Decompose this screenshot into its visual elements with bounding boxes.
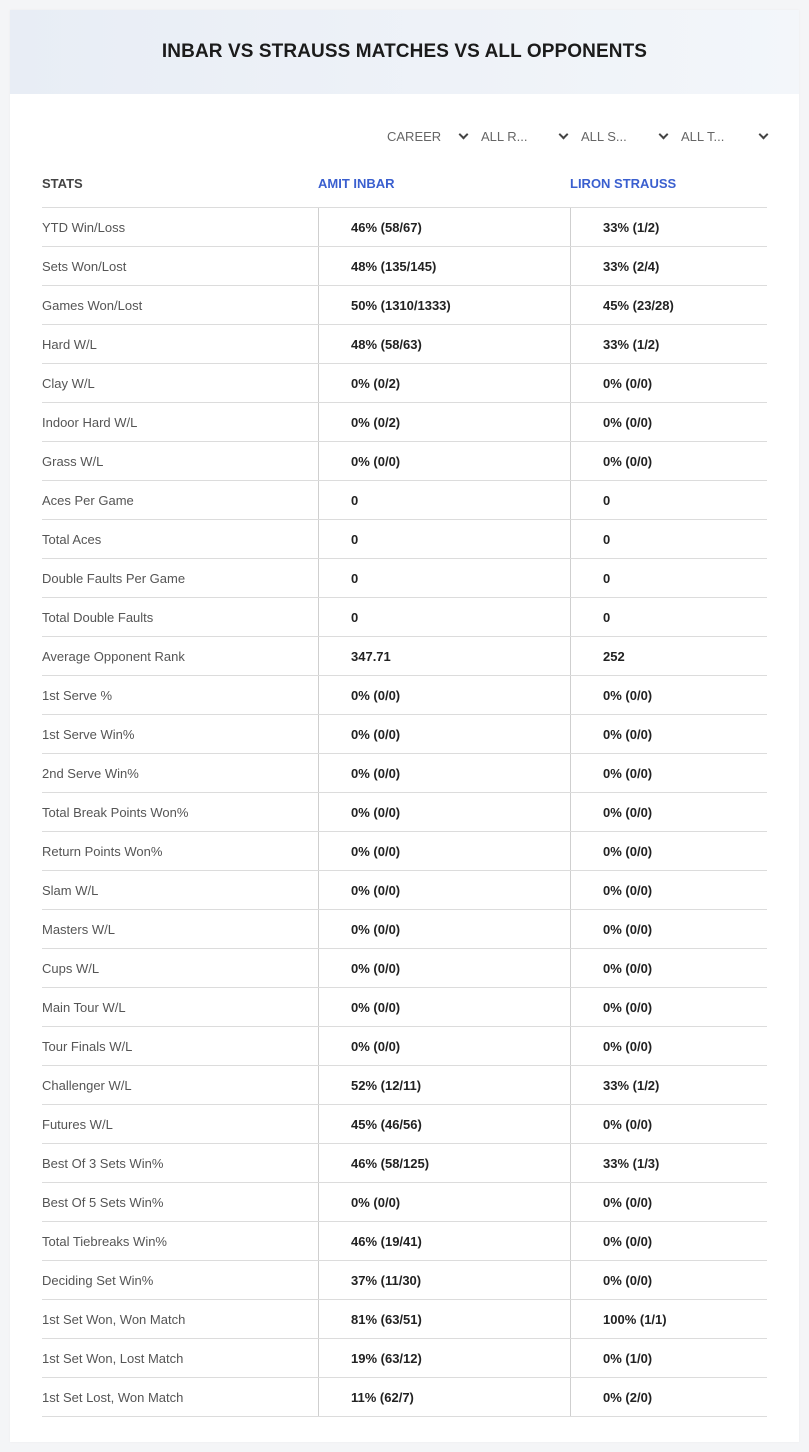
stat-label: Best Of 3 Sets Win% (42, 1155, 164, 1171)
player2-value: 0% (0/0) (570, 793, 767, 831)
stat-label: Best Of 5 Sets Win% (42, 1194, 164, 1210)
chevron-down-icon (459, 129, 469, 139)
table-row (42, 403, 767, 442)
player1-value: 0% (0/0) (318, 1027, 570, 1065)
player1-value: 11% (62/7) (318, 1378, 570, 1416)
player2-value: 0 (570, 598, 767, 636)
table-row (42, 286, 767, 325)
table-row (42, 442, 767, 481)
stat-label: Clay W/L (42, 375, 95, 391)
player2-value: 0% (1/0) (570, 1339, 767, 1377)
filter-label: CAREER (387, 128, 442, 144)
table-row (42, 715, 767, 754)
player2-value: 0% (0/0) (570, 1261, 767, 1299)
stat-label: Total Break Points Won% (42, 804, 189, 820)
player1-value: 0% (0/0) (318, 832, 570, 870)
table-row (42, 325, 767, 364)
player2-value: 0% (0/0) (570, 676, 767, 714)
table-row (42, 949, 767, 988)
player2-value: 0 (570, 520, 767, 558)
player1-value: 37% (11/30) (318, 1261, 570, 1299)
stat-label: 1st Set Won, Lost Match (42, 1350, 184, 1366)
player2-value: 0% (0/0) (570, 910, 767, 948)
player2-name-link[interactable]: LIRON STRAUSS (570, 176, 677, 191)
filter-round-dropdown[interactable] (481, 126, 567, 146)
table-row (42, 871, 767, 910)
table-row (42, 559, 767, 598)
table-row (42, 832, 767, 871)
player1-value: 45% (46/56) (318, 1105, 570, 1143)
player1-value: 0% (0/2) (318, 403, 570, 441)
table-row (42, 676, 767, 715)
player2-value: 33% (1/2) (570, 208, 767, 246)
player1-value: 50% (1310/1333) (318, 286, 570, 324)
player2-value: 33% (2/4) (570, 247, 767, 285)
stat-label: Aces Per Game (42, 492, 134, 508)
table-row (42, 1339, 767, 1378)
player2-value: 0 (570, 559, 767, 597)
player1-name-link[interactable]: AMIT INBAR (318, 176, 395, 191)
stat-label: YTD Win/Loss (42, 219, 126, 235)
table-row (42, 598, 767, 637)
page-title: INBAR VS STRAUSS MATCHES VS ALL OPPONENTS (161, 41, 648, 62)
player1-value: 48% (135/145) (318, 247, 570, 285)
table-row (42, 520, 767, 559)
stats-card (10, 10, 799, 1442)
filter-label: ALL T... (681, 128, 725, 144)
stat-label: 2nd Serve Win% (42, 765, 139, 781)
table-row (42, 1105, 767, 1144)
player2-value: 0% (0/0) (570, 364, 767, 402)
player2-value: 33% (1/2) (570, 325, 767, 363)
player2-value: 0% (0/0) (570, 1222, 767, 1260)
table-row (42, 910, 767, 949)
stats-table (42, 160, 767, 1417)
player1-value: 46% (58/125) (318, 1144, 570, 1182)
table-row (42, 364, 767, 403)
stat-label: Total Aces (42, 531, 102, 547)
player2-value: 0% (0/0) (570, 754, 767, 792)
player1-value: 0% (0/0) (318, 988, 570, 1026)
player1-value: 0% (0/0) (318, 442, 570, 480)
chevron-down-icon (759, 129, 769, 139)
player2-value: 100% (1/1) (570, 1300, 767, 1338)
stat-label: Indoor Hard W/L (42, 414, 138, 430)
stat-label: 1st Serve Win% (42, 726, 135, 742)
chevron-down-icon (659, 129, 669, 139)
player2-value: 0% (0/0) (570, 403, 767, 441)
player1-value: 46% (19/41) (318, 1222, 570, 1260)
player1-value: 347.71 (318, 637, 570, 675)
player2-value: 252 (570, 637, 767, 675)
table-row (42, 208, 767, 247)
table-row (42, 1261, 767, 1300)
player2-value: 0% (0/0) (570, 1105, 767, 1143)
player2-value: 33% (1/3) (570, 1144, 767, 1182)
table-row (42, 481, 767, 520)
table-header (42, 160, 767, 208)
player2-value: 0% (0/0) (570, 949, 767, 987)
player2-value: 0% (0/0) (570, 871, 767, 909)
player1-value: 0% (0/0) (318, 949, 570, 987)
table-row (42, 1027, 767, 1066)
player1-value: 0% (0/0) (318, 910, 570, 948)
column-header-stats: STATS (42, 176, 83, 191)
player2-value: 0% (0/0) (570, 1183, 767, 1221)
player2-value: 45% (23/28) (570, 286, 767, 324)
table-body (42, 208, 767, 1417)
player2-value: 0% (0/0) (570, 832, 767, 870)
stat-label: Challenger W/L (42, 1077, 132, 1093)
table-row (42, 793, 767, 832)
table-row (42, 1183, 767, 1222)
table-row (42, 1378, 767, 1417)
stat-label: Sets Won/Lost (42, 258, 127, 274)
filter-tournament-dropdown[interactable] (681, 126, 767, 146)
table-row (42, 1066, 767, 1105)
player2-value: 33% (1/2) (570, 1066, 767, 1104)
stat-label: Cups W/L (42, 960, 100, 976)
stat-label: Hard W/L (42, 336, 97, 352)
stat-label: Games Won/Lost (42, 297, 143, 313)
player2-value: 0% (0/0) (570, 715, 767, 753)
table-row (42, 988, 767, 1027)
stat-label: Return Points Won% (42, 843, 163, 859)
stat-label: Total Tiebreaks Win% (42, 1233, 167, 1249)
stat-label: 1st Set Lost, Won Match (42, 1389, 184, 1405)
filter-surface-dropdown[interactable] (581, 126, 667, 146)
player2-value: 0% (0/0) (570, 988, 767, 1026)
card-header (10, 10, 799, 94)
chevron-down-icon (559, 129, 569, 139)
player1-value: 0% (0/2) (318, 364, 570, 402)
table-row (42, 754, 767, 793)
player1-value: 0 (318, 598, 570, 636)
stat-label: Average Opponent Rank (42, 648, 185, 664)
filter-career-dropdown[interactable] (387, 126, 467, 146)
player1-value: 19% (63/12) (318, 1339, 570, 1377)
stat-label: Masters W/L (42, 921, 115, 937)
player1-value: 0 (318, 481, 570, 519)
player2-value: 0% (0/0) (570, 1027, 767, 1065)
table-row (42, 247, 767, 286)
stat-label: Total Double Faults (42, 609, 154, 625)
stat-label: Grass W/L (42, 453, 104, 469)
player1-value: 0% (0/0) (318, 1183, 570, 1221)
player1-value: 0% (0/0) (318, 871, 570, 909)
table-row (42, 1300, 767, 1339)
table-row (42, 1222, 767, 1261)
player1-value: 0% (0/0) (318, 754, 570, 792)
filter-label: ALL R... (481, 128, 528, 144)
filter-label: ALL S... (581, 128, 627, 144)
stat-label: Main Tour W/L (42, 999, 126, 1015)
player1-value: 81% (63/51) (318, 1300, 570, 1338)
player1-value: 0% (0/0) (318, 676, 570, 714)
table-row (42, 637, 767, 676)
player1-value: 0 (318, 520, 570, 558)
stat-label: Double Faults Per Game (42, 570, 186, 586)
stat-label: Slam W/L (42, 882, 99, 898)
player2-value: 0 (570, 481, 767, 519)
filter-bar (373, 126, 767, 146)
stat-label: 1st Serve % (42, 687, 113, 703)
stat-label: Tour Finals W/L (42, 1038, 133, 1054)
player1-value: 52% (12/11) (318, 1066, 570, 1104)
player2-value: 0% (2/0) (570, 1378, 767, 1416)
table-row (42, 1144, 767, 1183)
player1-value: 0% (0/0) (318, 715, 570, 753)
player1-value: 0% (0/0) (318, 793, 570, 831)
player1-value: 0 (318, 559, 570, 597)
player2-value: 0% (0/0) (570, 442, 767, 480)
player1-value: 48% (58/63) (318, 325, 570, 363)
stat-label: Futures W/L (42, 1116, 113, 1132)
player1-value: 46% (58/67) (318, 208, 570, 246)
stat-label: Deciding Set Win% (42, 1272, 154, 1288)
stat-label: 1st Set Won, Won Match (42, 1311, 186, 1327)
